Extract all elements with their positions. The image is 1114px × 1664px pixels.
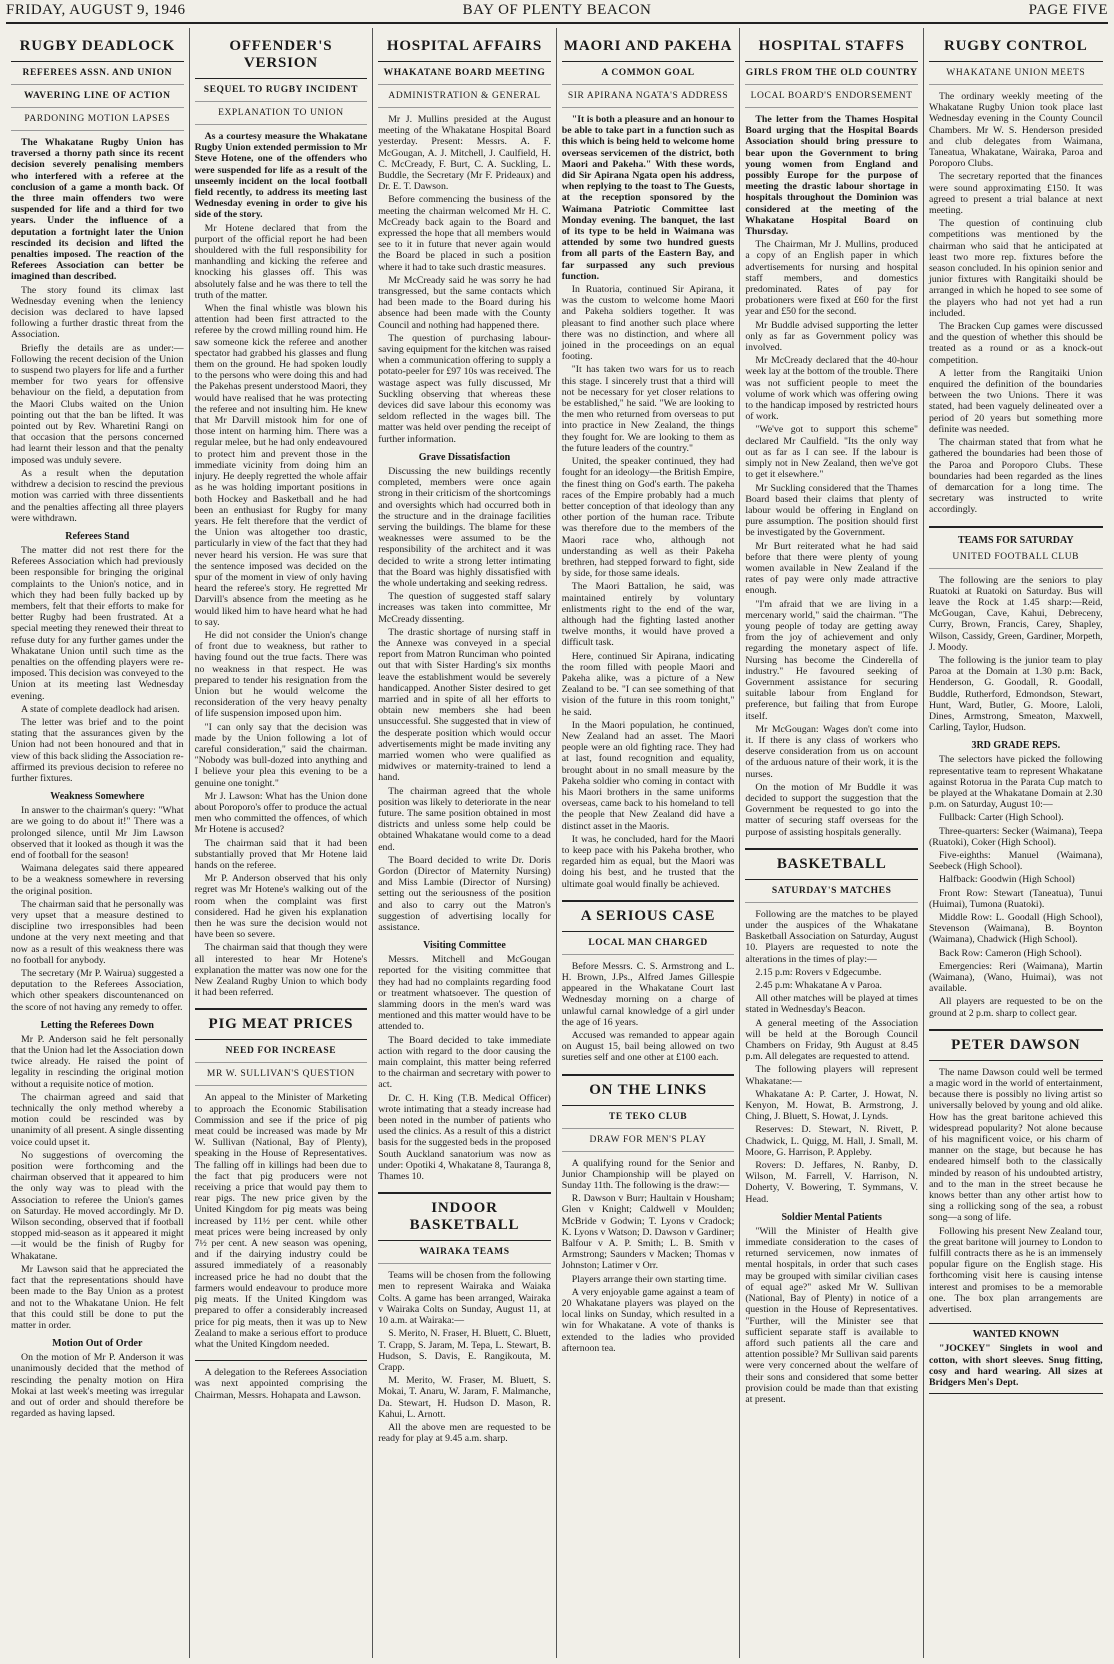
paragraph: The Maori Battalion, he said, was maintained entirely by voluntary enlistments right to the end of the war, although had the fighting lasted another twelve months, it would have proved a difficult task. bbox=[561, 581, 735, 649]
paragraph: The following players will represent Whakatane:— bbox=[745, 1064, 918, 1087]
paragraph: The following is the junior team to play Paroa at the Domain at 1.30 p.m: Back, Henderson, G. Goodall, R. Goodall, Buddle, Rutherford, Edmondson, Stewart, Hunt, Ward, Butler, G. Moore, Laloli, Dines, Armstrong, Smeaton, Maxwell, Carling, Taylor, Hudson. bbox=[928, 654, 1103, 734]
paragraph: He did not consider the Union's change of front due to weakness, but rather to having found out the true facts. There was no weakness in that respect. He was prepared to tender his resignation from the Union but he would welcome the reconsideration of the very heavy penalty of life suspension imposed upon him. bbox=[194, 629, 368, 720]
paragraph: Messrs. Mitchell and McGougan reported for the visiting committee that they had had no complaints regarding food or treatment whatsoever. The question of slamming doors in the men's ward was mentioned and this matter would have to be attended to. bbox=[378, 954, 551, 1033]
paragraph: It was, he concluded, hard for the Maori to keep pace with his Pakeha brother, who regarded him as equal, but the Maori was doing his best, and he trusted that the ultimate goal would finally be achieved. bbox=[561, 833, 735, 890]
subheading: 3RD GRADE REPS. bbox=[971, 740, 1061, 752]
paragraph: S. Merito, N. Fraser, H. Bluett, C. Bluett, T. Crapp, S. Jaram, M. Tepa, L. Stewart, B. Hudson, S. Davis, E. Rangikouta, M. Crapp. bbox=[378, 1328, 551, 1373]
deck: UNITED FOOTBALL CLUB bbox=[929, 552, 1103, 569]
paragraph: The question of continuing club competitions was mentioned by the chairman who said that he anticipated at least two more rep. fixtures before the season concluded. In his opinion senior and junior fixtures with Rangitaiki should be arranged in which he hoped to see some of the players who had not yet had a run included. bbox=[928, 218, 1103, 319]
deck: REFEREES ASSN. AND UNION bbox=[11, 68, 184, 85]
paragraph: The secretary reported that the finances were sound approximating £150. It was agreed to present a trial balance at next meeting. bbox=[928, 171, 1103, 217]
paragraph: Mr Suckling considered that the Thames Board based their claims that plenty of labour would be offering in England on pure assumption. The position should first be investigated by the Government. bbox=[745, 482, 918, 539]
paragraph: Front Row: Stewart (Taneatua), Tunui (Huimai), Tumona (Ruatoki). bbox=[928, 887, 1103, 910]
paragraph: Rovers: D. Jeffares, N. Ranby, D. Wilson, M. Farrell, V. Harrison, N. Doherty, V. Bowering, T. Symmans, V. Head. bbox=[745, 1160, 918, 1205]
paragraph: Briefly the details are as under:— Following the recent decision of the Union to suspend two players for life and a further member for two years for offensive behaviour on the field, a deputation from the Maori Clubs waited on the Union pointing out that the ban be lifted. It was pointed out by Rev. Wharetini Rangi on that occasion that the persons concerned had learnt their lesson and that the penalty imposed was unduly severe. bbox=[11, 342, 184, 466]
subheading: Soldier Mental Patients bbox=[781, 1211, 882, 1223]
deck: SATURDAY'S MATCHES bbox=[745, 886, 918, 903]
deck: PARDONING MOTION LAPSES bbox=[11, 114, 184, 131]
deck: NEED FOR INCREASE bbox=[195, 1046, 368, 1063]
paragraph: The selectors have picked the following representative team to represent Whakatane against Rotorua in the Parata Cup match to be played at the Whakatane Domain at 2.30 p.m. on Saturday, August 10:— bbox=[928, 754, 1103, 811]
paragraph: Middle Row: L. Goodall (High School), Stevenson (Waimana), B. Boynton (Waimana), Chadwick (High School). bbox=[928, 912, 1103, 946]
column-hospital-staffs bbox=[740, 28, 924, 1658]
paragraph: A qualifying round for the Senior and Junior Championship will be played on Sunday 11th. The following is the draw:— bbox=[561, 1157, 735, 1192]
paragraph: The Board decided to take immediate action with regard to the door causing the main complaint, this matter being referred to the chairman and secretary with power to act. bbox=[378, 1034, 551, 1091]
paragraph: The following are the seniors to play Ruatoki at Ruatoki on Saturday. Bus will leave the Rock at 1.45 sharp:—Reid, McGougan, Cave, Kahui, Debreceny, Curry, Brown, Francis, Carey, Shapley, Wilson, Cassidy, Green, Gardiner, Morpeth, J. Moody. bbox=[928, 574, 1103, 653]
paragraph: Teams will be chosen from the following men to represent Wairaka and Waiaka Colts. A game has been arranged, Wairaka v Wairaka Colts on Sunday, August 11, at 10 a.m. at Wairaka:— bbox=[378, 1270, 551, 1327]
masthead bbox=[6, 0, 1108, 24]
paragraph: Reserves: D. Stewart, N. Rivett, P. Chadwick, L. Quigg, M. Hall, J. Small, M. Moore, G. Harrison, P. Appleby. bbox=[745, 1124, 918, 1158]
paragraph: A state of complete deadlock had arisen. bbox=[21, 703, 180, 715]
paragraph: Mr Burt reiterated what he had said before that there were plenty of young women available in New Zealand if the rates of pay were only made attractive enough. bbox=[745, 540, 918, 597]
paragraph: Mr Buddle advised supporting the letter only as far as Government policy was involved. bbox=[745, 319, 918, 354]
paragraph: On the motion of Mr P. Anderson it was unanimously decided that the method of rescinding the penalty motion on Hira Mokai at last week's meeting was irregular and out of order and should therefore be regarded as having lapsed. bbox=[11, 1352, 184, 1420]
section-rule bbox=[562, 1074, 735, 1076]
headline: A SERIOUS CASE bbox=[562, 908, 735, 932]
deck: WHAKATANE BOARD MEETING bbox=[378, 68, 551, 85]
paragraph: Mr McGougan: Wages don't come into it. If there is any class of workers who deserve consideration from us on account of the arduous nature of their work, it is the nurses. bbox=[745, 723, 918, 780]
paragraph: Mr P. Anderson observed that his only regret was Mr Hotene's walking out of the room when the complaint was first considered. Had he given his explanation then he was sure the decision would not have been so severe. bbox=[194, 873, 368, 941]
headline: PIG MEAT PRICES bbox=[195, 1016, 368, 1040]
paragraph: On the motion of Mr Buddle it was decided to support the suggestion that the Government be requested to go into the matter of securing staff overseas for the purpose of assisting hospitals generally. bbox=[745, 781, 918, 838]
paragraph: The matter did not rest there for the Referees Association which had previously been responsible for bringing the original complaints to the Union's notice, and in which they had been fully backed up by members, felt that their efforts to make for better Rugby had been frustrated. At a special meeting they renewed their threat to refuse duty for any further games under the Whakatane Union until such time as the penalties on the offending players were re-imposed. This decision was conveyed to the Union at its meeting last Wednesday evening. bbox=[11, 544, 184, 702]
paragraph: The story found its climax last Wednesday evening when the leniency decision was declared to have lapsed following a further drastic threat from the Association. bbox=[11, 284, 184, 341]
paragraph: A very enjoyable game against a team of 20 Whakatane players was played on the local links on Sunday, which resulted in a win for Whakatane. A vote of thanks is extended to the ladies who provided afternoon tea. bbox=[561, 1286, 735, 1354]
paragraph: The letter was brief and to the point stating that the assurances given by the Union had not been honoured and that in view of this back sliding the Association re-affirmed its previous decision to referee no further fixtures. bbox=[11, 716, 184, 784]
headline: RUGBY CONTROL bbox=[929, 38, 1103, 62]
column-maori-and-pakeha bbox=[557, 28, 741, 1658]
classified-ad bbox=[929, 1323, 1103, 1394]
paragraph: The ordinary weekly meeting of the Whakatane Rugby Union took place last Wednesday evening in the County Council Chambers. Mr W. S. Henderson presided and club delegates from Waimana, Taneatua, Whakatane, Wairaka, Paroa and Poroporo Clubs. bbox=[928, 91, 1103, 170]
subheading: TEAMS FOR SATURDAY bbox=[957, 534, 1074, 546]
paragraph: "I can only say that the decision was made by the Union following a lot of careful consideration," said the chairman. "Nobody was bull-dozed into anything and I believe your plea this evening to be a genuine one tonight." bbox=[194, 721, 368, 789]
paragraph: "I'm afraid that we are living in a mercenary world," said the chairman. "The young people of today are getting away from the joy of achievement and only regarding the monetary aspect of life. Nursing has become the Cinderella of industry." He favoured seeking of Government assistance for securing suitable labour from England for preference, but failing that from Europe itself. bbox=[745, 598, 918, 722]
paragraph: The chairman said that though they were all interested to hear Mr Hotene's explanation the matter was now one for the New Zealand Rugby Union to which body it had been referred. bbox=[194, 942, 368, 999]
deck: WAVERING LINE OF ACTION bbox=[11, 91, 184, 108]
headline: BASKETBALL bbox=[745, 856, 918, 880]
paragraph: An appeal to the Minister of Marketing to approach the Economic Stabilisation Commission and see if the price of pig meat could be increased was made by Mr W. Sullivan (National, Bay of Plenty), speaking in the House of Representatives. The falling off in killings had been due to the fact that pig producers were not receiving a price that would pay them to rear pigs. The new price given by the United Kingdom for pig meats was being increased by 11½ per cent. while other meat prices were being increased by only 7½ per cent. A new season was opening, and if the dairying industry could be assured immediately of a reasonably increased price he had no doubt that the farmers would endeavour to produce more pig meats. If the United Kingdom was prepared to offer a considerably increased price for pig meats, then it was up to New Zealand to make a serious effort to produce what the United Kingdom needed. bbox=[194, 1092, 368, 1350]
paragraph: All the above men are requested to be ready for play at 9.45 a.m. sharp. bbox=[378, 1421, 551, 1445]
headline: RUGBY DEADLOCK bbox=[11, 38, 184, 62]
headline: INDOOR BASKETBALL bbox=[378, 1200, 551, 1241]
paragraph: The chairman said that it had been substantially proved that Mr Hotene laid hands on the referee. bbox=[194, 837, 368, 871]
column-rugby-deadlock bbox=[6, 28, 190, 1658]
section-rule bbox=[562, 900, 735, 902]
paragraph: The Bracken Cup games were discussed and the question of whether this should be treated as a round or as a knock-out competition. bbox=[928, 321, 1103, 366]
lead-paragraph: As a courtesy measure the Whakatane Rugby Union extended permission to Mr Steve Hotene, one of the offenders who were suspended for life as a result of the unseemly incident on the local football field recently, to address its meeting last Wednesday evening in order to give his side of the story. bbox=[194, 131, 368, 221]
paragraph: The chairman agreed that the whole position was likely to deteriorate in the near future. The same position obtained in most districts and unless some help could be obtained Whakatane would come to a dead end. bbox=[378, 785, 551, 853]
paragraph: All other matches will be played at times stated in Wednesday's Beacon. bbox=[745, 993, 918, 1016]
paragraph: Following are the matches to be played under the auspices of the Whakatane Basketball Association on Saturday, August 10. Players are requested to note the alterations in the times of play:— bbox=[745, 908, 918, 965]
deck: A COMMON GOAL bbox=[562, 68, 735, 85]
paragraph: A general meeting of the Association will be held at the Borough Council Chambers on Friday, 9th August at 8.45 p.m. All delegates are requested to attend. bbox=[745, 1017, 918, 1063]
subheading: Referees Stand bbox=[65, 530, 130, 542]
paragraph: Emergencies: Reri (Waimana), Martin (Waimana), (Wano, Huimai), was not available. bbox=[928, 960, 1103, 995]
paragraph: The secretary (Mr P. Wairua) suggested a deputation to the Referees Association, which other speakers discountenanced on the score of not having any remedy to offer. bbox=[11, 968, 184, 1013]
paragraph: Mr McCready said he was sorry he had transgressed, but the same contacts which had been made to the Board during his absence had been made with the County Council and nothing had happened there. bbox=[378, 274, 551, 331]
deck: LOCAL MAN CHARGED bbox=[562, 938, 735, 955]
paragraph: 2.15 p.m: Rovers v Edgecumbe. bbox=[755, 966, 882, 978]
subheading: Motion Out of Order bbox=[52, 1338, 143, 1350]
deck: LOCAL BOARD'S ENDORSEMENT bbox=[745, 91, 918, 108]
deck: EXPLANATION TO UNION bbox=[195, 108, 368, 125]
newspaper-page bbox=[6, 28, 1108, 1658]
paragraph: Before Messrs. C. S. Armstrong and L. H. Brown, J.Ps., Alfred James Gillespie appeared in the Whakatane Court last Wednesday morning on a charge of unlawful carnal knowledge of a girl under the age of 16 years. bbox=[561, 960, 735, 1028]
deck: WHAKATANE UNION MEETS bbox=[929, 68, 1103, 85]
paragraph: Here, continued Sir Apirana, indicating the room filled with people Maori and Pakeha alike, was a picture of a New Zealand to be. "I can see something of that vision of the future in this room tonight," he said. bbox=[561, 650, 735, 718]
lead-paragraph: The letter from the Thames Hospital Board urging that the Hospital Boards Association should bring pressure to bear upon the Government to bring young women from England and possibly Europe for the purpose of meeting the drastic labour shortage in hospitals throughout the Dominion was considered at the meeting of the Whakatane Hospital Board on Thursday. bbox=[745, 114, 918, 238]
section-rule bbox=[195, 1360, 368, 1361]
paragraph: Following his present New Zealand tour, the great baritone will journey to London to fulfill contracts there as he is an immensely popular figure on the English stage. His forthcoming visit here is causing intense interest and promises to be a memorable one. The box plan arrangements are advertised. bbox=[928, 1225, 1103, 1316]
section-rule bbox=[195, 1008, 368, 1010]
deck: MR W. SULLIVAN'S QUESTION bbox=[195, 1069, 368, 1086]
subheading: Visiting Committee bbox=[423, 940, 506, 952]
paragraph: When the final whistle was blown his attention had been first attracted to the referee by the crowd milling round him. He saw someone kick the referee and another spectator had grabbed his glasses and flung them on the ground. He had spoken loudly to the persons who were doing this and had the Pakehas present understood Maori, they would have realised that he was protecting the referee and not insulting him. He knew that Mr Darvill mistook him for one of those intent on harming him. There was a regular melee, but he had only endeavoured to protect him and prevent those in the immediate vicinity from doing him an injury. He deeply regretted the whole affair as he was holding important positions in both Hockey and Basketball and he had been an enthusiast for Rugby for many years. He felt therefore that the verdict of the Union was altogether too drastic, particularly in view of the fact that they had never heard his version. He was sure that the sentence imposed was decided on the spur of the moment in view of only having heard the referee's story. He regretted Mr Darvill's absence from the meeting as he would liked him to have heard what he had to say. bbox=[194, 303, 368, 628]
ad-text: "JOCKEY" Singlets in wool and cotton, with short sleeves. Snug fitting, cosy and hard wearing. All sizes at Bridgers Men's Dept. bbox=[928, 1343, 1103, 1388]
column-hospital-affairs bbox=[373, 28, 557, 1658]
paragraph: Three-quarters: Secker (Waimana), Teepa (Ruatoki), Coker (High School). bbox=[928, 825, 1103, 848]
paper-name: BAY OF PLENTY BEACON bbox=[462, 2, 652, 18]
paragraph: Mr J. Mullins presided at the August meeting of the Whakatane Hospital Board yesterday. Present: Messrs. A. F. McGougan, A. J. Mitchell, J. Caulfield, H. C. McCready, F. Burt, C. A. Suckling, L. Buddle, the Secretary (Mr F. Prideaux) and Dr. E. T. Dawson. bbox=[378, 114, 551, 193]
paragraph: Mr Lawson said that he appreciated the fact that the representations should have been made to the Bay Union as a protest and not to the Whakatane Union. He felt that this could still be done to put the matter in order. bbox=[11, 1263, 184, 1331]
paragraph: The name Dawson could well be termed a magic word in the world of entertainment, because there is possibly no living artist so universally beloved by young and old alike. How has the great baritone achieved this widespread popularity? Not alone because of his magnificent voice, or his charm of manner on the stage, but because he has endeared himself both to the classically minded by reason of his undoubted artistry, and to the man in the street because he knows better than any other artist how to sing a rollicking song of the sea, a robust song—a song of life. bbox=[928, 1066, 1103, 1224]
headline: MAORI AND PAKEHA bbox=[562, 38, 735, 62]
paragraph: Halfback: Goodwin (High School) bbox=[938, 874, 1075, 886]
deck: TE TEKO CLUB bbox=[562, 1112, 735, 1129]
headline: HOSPITAL STAFFS bbox=[745, 38, 918, 62]
deck: DRAW FOR MEN'S PLAY bbox=[562, 1135, 735, 1152]
headline: PETER DAWSON bbox=[929, 1037, 1103, 1061]
paragraph: Five-eighths: Manuel (Waimana), Seebeck (High School). bbox=[928, 849, 1103, 873]
deck: SEQUEL TO RUGBY INCIDENT bbox=[195, 85, 368, 102]
paragraph: Whakatane A: P. Carter, J. Howat, N. Kenyon, M. Howat, B. Armstrong, J. Ching, J. Bluett, S. Howat, J. Lynds. bbox=[745, 1088, 918, 1123]
subheading: Weakness Somewhere bbox=[50, 791, 145, 803]
lead-paragraph: "It is both a pleasure and an honour to be able to take part in a function such as this which is being held to welcome home overseas servicemen of the district, both Maori and Pakeha." With these words, did Sir Apirana Ngata open his address, when replying to the toast to The Guests, at the reception sponsored by the Waimana Patriotic Committee last Monday evening. The banquet, the last of its type to be held in Waimana was attended by some two hundred guests from all parts of the Eastern Bay, and far surpassed any such previous function. bbox=[561, 114, 735, 282]
paragraph: Dr. C. H. King (T.B. Medical Officer) wrote intimating that a steady increase had been noted in the number of patients who used the clinics. As a result of this a district basis for the suggested beds in the proposed South Auckland sanatorium was now as under: Opotiki 4, Whakatane 8, Tauranga 8, Thames 10. bbox=[378, 1092, 551, 1183]
paragraph: Accused was remanded to appear again on August 15, bail being allowed on two sureties self and one other at £100 each. bbox=[561, 1030, 735, 1064]
headline: OFFENDER'S VERSION bbox=[195, 38, 368, 79]
paragraph: No suggestions of overcoming the position were forthcoming and the chairman observed that it appeared to him the only way was to plead with the Association to referee the Union's games on Saturday. He moved accordingly. Mr D. Wilson seconding, observed that if football stopped mid-season as it appeared it might—it would be the finish of Rugby for Whakatane. bbox=[11, 1149, 184, 1262]
deck: ADMINISTRATION & GENERAL bbox=[378, 91, 551, 108]
paragraph: Waimana delegates said there appeared to be a weakness somewhere in reversing the original position. bbox=[11, 863, 184, 897]
paragraph: As a result when the deputation withdrew a decision to rescind the previous motion was carried with three dissentients and the penalties affecting all three players were withdrawn. bbox=[11, 467, 184, 524]
paragraph: Mr Hotene declared that from the purport of the official report he had been shouldered with the full responsibility for manhandling and kicking the referee and knocking his glasses off. This was absolutely false and he was there to tell the truth of the matter. bbox=[194, 222, 368, 301]
paragraph: R. Dawson v Burr; Haultain v Housham; Glen v Knight; Caldwell v Moulden; McBride v Godwin; T. Lyons v Cradock; K. Lyons v Watson; D. Dawson v Gardiner; Balfour v A. P. Smith; L. B. Smith v Armstrong; Saunders v Macken; Thomas v Johnston; Latimer v Orr. bbox=[561, 1193, 735, 1272]
paragraph: The question of suggested staff salary increases was taken into committee, Mr McCready dissenting. bbox=[378, 591, 551, 625]
paragraph: Back Row: Cameron (High School). bbox=[938, 947, 1082, 959]
paragraph: "Will the Minister of Health give immediate consideration to the cases of returned servicemen, now inmates of mental hospitals, in order that such cases may be grouped with similar civilian cases of equal age?" asked Mr W. Sullivan (National, Bay of Plenty) in notice of a question in the House of Representatives. "Further, will the Minister see that sufficient separate staff is available to afford such patients all the care and attention possible? Mr Sullivan said parents were very concerned about the welfare of their sons and considered that some better provision could be made than that existing at present. bbox=[745, 1225, 918, 1405]
subheading: Grave Dissatisfaction bbox=[418, 451, 511, 463]
headline: HOSPITAL AFFAIRS bbox=[378, 38, 551, 62]
paragraph: The chairman stated that from what he gathered the boundaries had been those of the Paroa and Poroporo Clubs. These boundaries had been regarded as the lines of demarcation for a long time. The secretary was instructed to write accordingly. bbox=[928, 437, 1103, 516]
paragraph: 2.45 p.m: Whakatane A v Paroa. bbox=[755, 980, 882, 992]
subheading: Letting the Referees Down bbox=[40, 1019, 154, 1031]
section-rule bbox=[378, 1192, 551, 1194]
paragraph: United, the speaker continued, they had fought for an ideology—the British Empire, the finest thing on God's earth. The pakeha races of the Empire probably had a much better conception of that ideology than any other portion of the human race. Tribute was therefore due to the members of the Maori race who, although not understanding as well as their Pakeha brethren, had stepped forward to fight, side by side, for those same ideals. bbox=[561, 456, 735, 580]
issue-date: FRIDAY, AUGUST 9, 1946 bbox=[6, 2, 186, 18]
paragraph: M. Merito, W. Fraser, M. Bluett, S. Mokai, T. Anaru, W. Jaram, F. Malmanche, Da. Stewart, H. Hudson D. Mason, R. Kahui, L. Arnott. bbox=[378, 1375, 551, 1420]
section-rule bbox=[745, 848, 918, 850]
paragraph: Players arrange their own starting time. bbox=[571, 1273, 727, 1285]
ad-title: WANTED KNOWN bbox=[972, 1329, 1059, 1341]
paragraph: The chairman agreed and said that technically the only method whereby a motion could be rescinded was by unanimity of all present. A single dissenting voice could upset it. bbox=[11, 1091, 184, 1148]
paragraph: Before commencing the business of the meeting the chairman welcomed Mr H. C. McCready back again to the Board and expressed the hope that all members would see to it in future that never again would the Board be placed in such a position where it had to take such drastic measures. bbox=[378, 194, 551, 273]
page-number: PAGE FIVE bbox=[1028, 2, 1108, 18]
paragraph: The Chairman, Mr J. Mullins, produced a copy of an English paper in which advertisements for nursing and hospital staff members, and domestics predominated. Rates of pay for probationers were fixed at £60 for the first year and £50 for the second. bbox=[745, 239, 918, 318]
headline: ON THE LINKS bbox=[562, 1082, 735, 1106]
paragraph: The drastic shortage of nursing staff in the Annexe was conveyed in a special report from Matron Runciman who pointed out that with Sister Harding's six months leave the establishment would be severely handicapped. Another Sister desired to get married and in spite of all her efforts to obtain new members she had been unsuccessful. She suggested that in view of the desperate position which would occur advertisements might be made inviting any married women who were qualified as midwives or maternity-trained to lend a hand. bbox=[378, 626, 551, 784]
deck: SIR APIRANA NGATA'S ADDRESS bbox=[562, 91, 735, 108]
paragraph: Mr P. Anderson said he felt personally that the Union had let the Association down twice already. He raised the point of legality in rescinding the original motion without a requisite notice of motion. bbox=[11, 1033, 184, 1090]
paragraph: "It has taken two wars for us to reach this stage. I sincerely trust that a third will not be necessary for yet closer relations to be established," he said. "We are looking to the men who returned from overseas to put into practice in New Zealand, the things they fought for. We are looking to them as the future leaders of the country." bbox=[561, 364, 735, 454]
paragraph: All players are requested to be on the ground at 2 p.m. sharp to collect gear. bbox=[928, 996, 1103, 1019]
paragraph: The Board decided to write Dr. Doris Gordon (Director of Maternity Nursing) and Miss Lambie (Director of Nursing) setting out the seriousness of the position and also to carry out the Matron's suggestion of advertising locally for assistance. bbox=[378, 854, 551, 934]
paragraph: A delegation to the Referees Association was next appointed comprising the Chairman, Messrs. Hohapata and Lawson. bbox=[194, 1367, 368, 1401]
paragraph: In the Maori population, he continued, New Zealand had an asset. The Maori people were an old fighting race. They had at last, found recognition and equality, brought about in no small measure by the Pakeha soldier who coming in contact with his Maori brothers in the same uniforms overseas, came back to his homeland to tell the people that New Zealand did have a distinct asset in the Maoris. bbox=[561, 719, 735, 832]
paragraph: In Ruatoria, continued Sir Apirana, it was the custom to welcome home Maori and Pakeha soldiers together. It was pleasant to find another such place where there was no distinction, and where all joined in the proceedings on an equal footing. bbox=[561, 284, 735, 363]
column-rugby-control bbox=[924, 28, 1108, 1658]
paragraph: Mr J. Lawson: What has the Union done about Poroporo's offer to produce the actual men who committed the offences, of which Mr Hotene is accused? bbox=[194, 790, 368, 836]
paragraph: A letter from the Rangitaiki Union enquired the definition of the boundaries between the two Unions. There it was stated, had been vaguely delineated over a period of 20 years but something more definite was needed. bbox=[928, 367, 1103, 435]
deck: GIRLS FROM THE OLD COUNTRY bbox=[745, 68, 918, 85]
paragraph: The chairman said that he personally was very upset that a measure destined to discipline two irresponsibles had been undone at the very next meeting and that now as a result of this weakness there was no football for anybody. bbox=[11, 898, 184, 966]
paragraph: "We've got to support this scheme" declared Mr Caulfield. "Its the only way out as far as I can see. If the labour is simply not in New Zealand, then we've got to get it elsewhere." bbox=[745, 424, 918, 481]
lead-paragraph: The Whakatane Rugby Union has traversed a thorny path since its recent decision severely penalising members who interfered with a referee at the conclusion of a game a month back. Of the three main offenders two were suspended for life and a third for two years. Under the influence of a deputation a fortnight later the Union rescinded its decision and lifted the penalties imposed. The reaction of the Referees Association can better be imagined than described. bbox=[11, 137, 184, 283]
paragraph: Discussing the new buildings recently completed, members were once again strong in their criticism of the shortcomings and oversights which had occurred both in the structure and in the drainage facilities serving the buildings. The blame for these weaknesses were assumed to be the responsibility of the architect and it was decided to write a strong letter intimating that the Board was highly dissatisfied with the whole undertaking and seeking redress. bbox=[378, 465, 551, 589]
section-rule bbox=[929, 526, 1103, 528]
paragraph: The question of purchasing labour-saving equipment for the kitchen was raised when a communication offering to supply a potato-peeler for £97 10s was received. The wastage aspect was fully discussed, Mr Suckling observing that whereas these devices did save labour this economy was seldom reflected in the wages bill. The matter was held over pending the receipt of further information. bbox=[378, 332, 551, 445]
paragraph: Fullback: Carter (High School). bbox=[938, 812, 1064, 824]
deck: WAIRAKA TEAMS bbox=[378, 1247, 551, 1264]
section-rule bbox=[929, 1029, 1103, 1031]
paragraph: In answer to the chairman's query: "What are we going to do about it!" There was a prolonged silence, until Mr Jim Lawson observed that it looked as though it was the end of football for the season! bbox=[11, 805, 184, 861]
column-offenders-version bbox=[190, 28, 374, 1658]
paragraph: Mr McCready declared that the 40-hour week lay at the bottom of the trouble. There was not sufficient people to meet the volume of work which was offering owing to the handicap imposed by restricted hours of work. bbox=[745, 355, 918, 423]
